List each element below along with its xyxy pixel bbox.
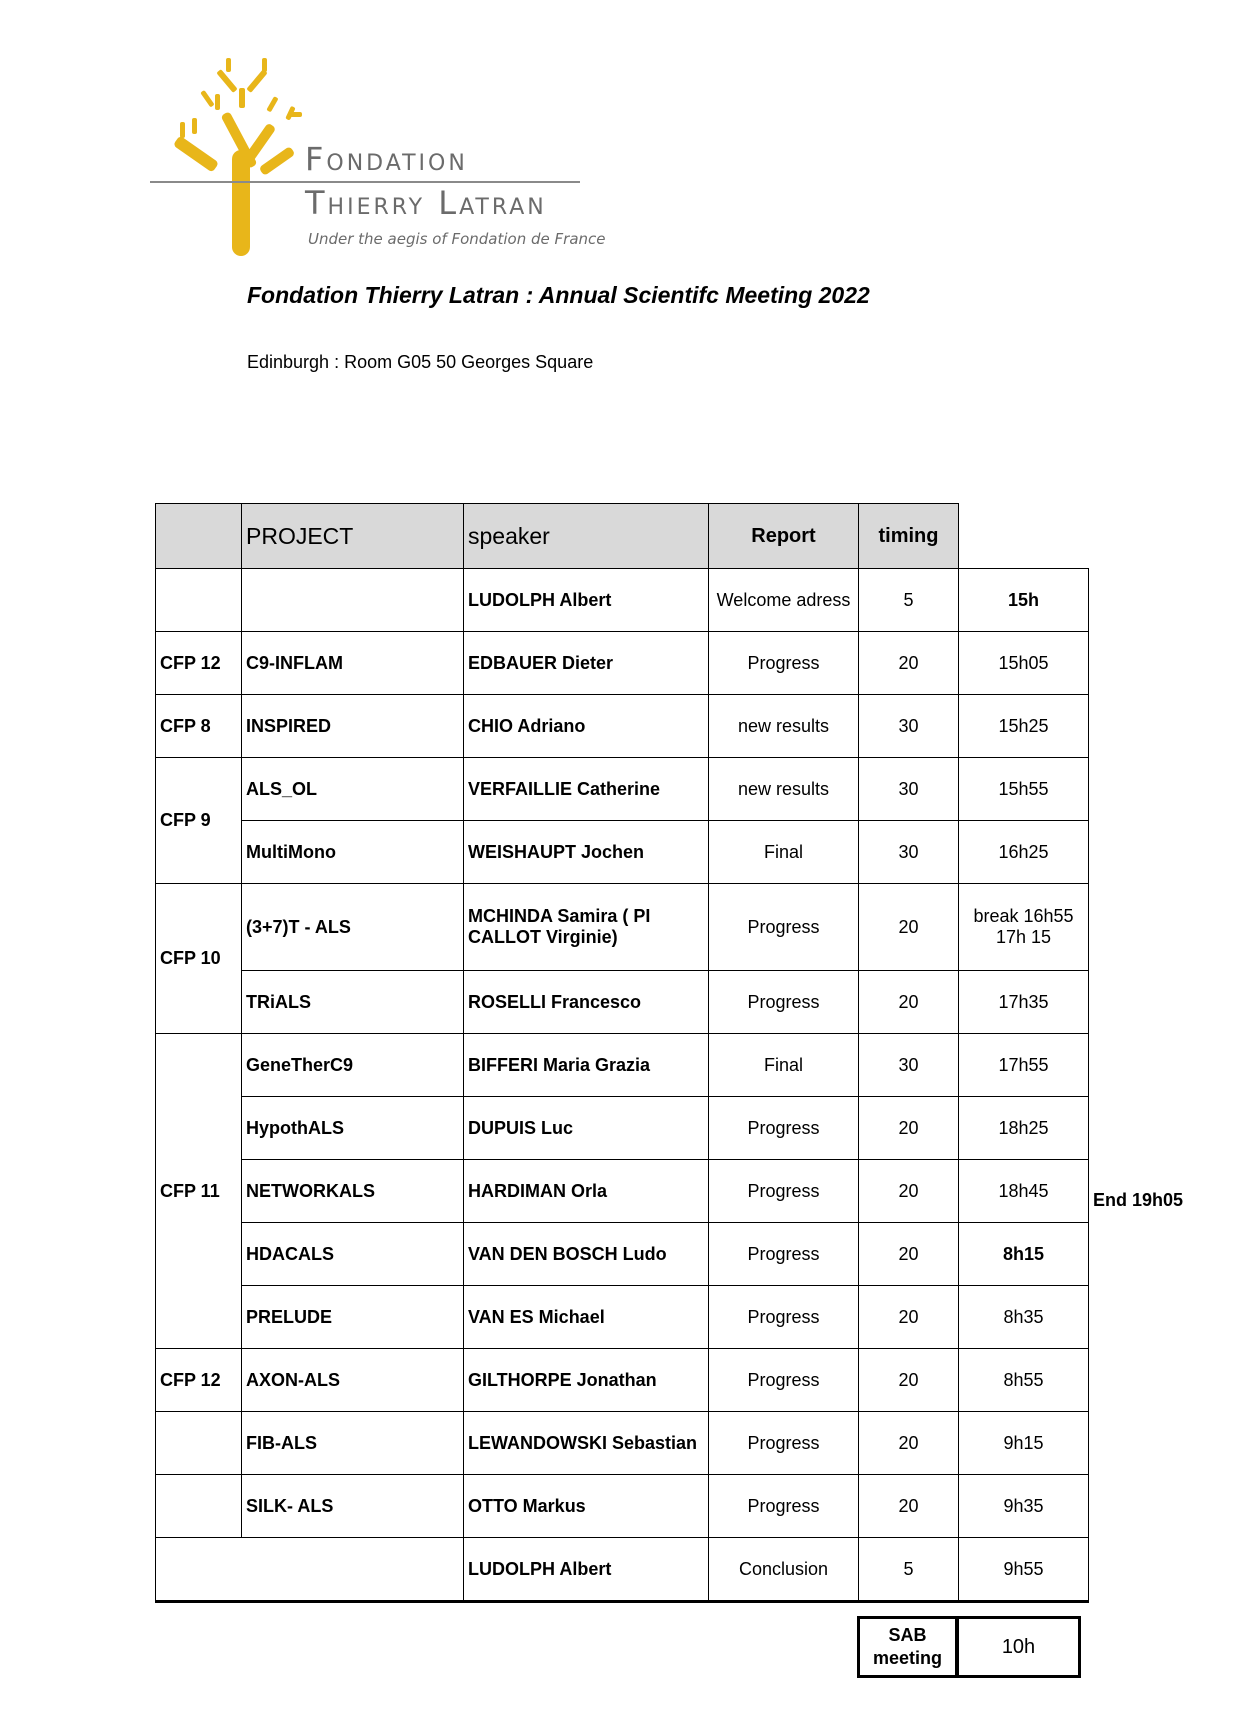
time-cell: 18h25	[959, 1097, 1089, 1160]
header-speaker: speaker	[464, 504, 709, 569]
timing-cell: 5	[859, 1538, 959, 1602]
speaker-cell: VAN ES Michael	[464, 1286, 709, 1349]
header-report: Report	[709, 504, 859, 569]
speaker-cell: DUPUIS Luc	[464, 1097, 709, 1160]
table-row	[156, 1286, 1089, 1349]
report-cell: new results	[709, 695, 859, 758]
timing-cell: 30	[859, 758, 959, 821]
table-row	[156, 1160, 1089, 1223]
report-cell: Progress	[709, 632, 859, 695]
time-cell: 9h35	[959, 1475, 1089, 1538]
table-row	[156, 1475, 1089, 1538]
timing-cell: 30	[859, 1034, 959, 1097]
timing-cell: 20	[859, 1160, 959, 1223]
project-cell: TRiALS	[242, 971, 464, 1034]
header-time-blank	[959, 504, 1089, 569]
project-cell: (3+7)T - ALS	[242, 884, 464, 971]
table-row	[156, 1538, 1089, 1602]
table-row	[156, 884, 1089, 971]
report-cell: Progress	[709, 1349, 859, 1412]
speaker-cell: EDBAUER Dieter	[464, 632, 709, 695]
cfp-cell: CFP 9	[156, 758, 242, 884]
timing-cell: 30	[859, 695, 959, 758]
time-cell: 15h	[959, 569, 1089, 632]
time-cell: 16h25	[959, 821, 1089, 884]
project-cell: NETWORKALS	[242, 1160, 464, 1223]
speaker-cell: GILTHORPE Jonathan	[464, 1349, 709, 1412]
project-cell: PRELUDE	[242, 1286, 464, 1349]
report-cell: Final	[709, 1034, 859, 1097]
report-cell: Progress	[709, 971, 859, 1034]
page-title: Fondation Thierry Latran : Annual Scientifc Meeting 2022	[247, 282, 870, 308]
timing-cell: 20	[859, 1223, 959, 1286]
time-cell: 9h55	[959, 1538, 1089, 1602]
report-cell: Progress	[709, 1286, 859, 1349]
logo-tagline: Under the aegis of Fondation de France	[308, 230, 606, 248]
cfp-cell	[156, 1475, 242, 1538]
report-cell: Progress	[709, 1412, 859, 1475]
report-cell: Welcome adress	[709, 569, 859, 632]
report-cell: Progress	[709, 1223, 859, 1286]
cfp-cell: CFP 11	[156, 1034, 242, 1349]
project-cell: ALS_OL	[242, 758, 464, 821]
cfp-cell	[156, 1538, 464, 1602]
timing-cell: 20	[859, 884, 959, 971]
report-cell: Conclusion	[709, 1538, 859, 1602]
speaker-cell: CHIO Adriano	[464, 695, 709, 758]
speaker-cell: BIFFERI Maria Grazia	[464, 1034, 709, 1097]
report-cell: Final	[709, 821, 859, 884]
project-cell: INSPIRED	[242, 695, 464, 758]
speaker-cell: LUDOLPH Albert	[464, 569, 709, 632]
timing-cell: 30	[859, 821, 959, 884]
end-time-note: End 19h05	[1093, 1190, 1184, 1210]
time-cell: 9h15	[959, 1412, 1089, 1475]
project-cell: MultiMono	[242, 821, 464, 884]
time-cell: 8h35	[959, 1286, 1089, 1349]
cfp-cell	[156, 569, 242, 632]
speaker-cell: OTTO Markus	[464, 1475, 709, 1538]
project-cell: HypothALS	[242, 1097, 464, 1160]
speaker-cell: VERFAILLIE Catherine	[464, 758, 709, 821]
table-row	[156, 1097, 1089, 1160]
speaker-cell: MCHINDA Samira ( PI CALLOT Virginie)	[464, 884, 709, 971]
time-cell: 8h15	[959, 1223, 1089, 1286]
speaker-cell: WEISHAUPT Jochen	[464, 821, 709, 884]
cfp-cell: CFP 10	[156, 884, 242, 1034]
table-row	[156, 1412, 1089, 1475]
table-row	[156, 971, 1089, 1034]
speaker-cell: LUDOLPH Albert	[464, 1538, 709, 1602]
speaker-cell: HARDIMAN Orla	[464, 1160, 709, 1223]
time-cell: 18h45	[959, 1160, 1089, 1223]
table-row	[156, 758, 1089, 821]
time-cell: 15h05	[959, 632, 1089, 695]
project-cell: AXON-ALS	[242, 1349, 464, 1412]
time-cell: 15h55	[959, 758, 1089, 821]
timing-cell: 20	[859, 971, 959, 1034]
timing-cell: 20	[859, 1097, 959, 1160]
table-row	[156, 632, 1089, 695]
timing-cell: 5	[859, 569, 959, 632]
project-cell: HDACALS	[242, 1223, 464, 1286]
table-row	[156, 1034, 1089, 1097]
project-cell	[242, 569, 464, 632]
project-cell: FIB-ALS	[242, 1412, 464, 1475]
cfp-cell: CFP 8	[156, 695, 242, 758]
table-row	[156, 569, 1089, 632]
sab-meeting-label: SAB meeting	[857, 1616, 958, 1678]
speaker-cell: ROSELLI Francesco	[464, 971, 709, 1034]
speaker-cell: LEWANDOWSKI Sebastian	[464, 1412, 709, 1475]
table-row	[156, 821, 1089, 884]
tree-logo-icon	[150, 50, 310, 260]
cfp-cell: CFP 12	[156, 1349, 242, 1412]
timing-cell: 20	[859, 632, 959, 695]
foundation-logo	[150, 50, 670, 260]
header-project: PROJECT	[242, 504, 464, 569]
project-cell: GeneTherC9	[242, 1034, 464, 1097]
table-row	[156, 1349, 1089, 1412]
cfp-cell: CFP 12	[156, 632, 242, 695]
agenda-table	[155, 503, 1089, 1603]
header-timing: timing	[859, 504, 959, 569]
timing-cell: 20	[859, 1475, 959, 1538]
cfp-cell	[156, 1412, 242, 1475]
sab-meeting-time: 10h	[956, 1616, 1081, 1678]
table-row	[156, 695, 1089, 758]
report-cell: Progress	[709, 1097, 859, 1160]
logo-line-1: Fondation	[305, 140, 468, 178]
venue-subtitle: Edinburgh : Room G05 50 Georges Square	[247, 352, 594, 372]
time-cell: 17h55	[959, 1034, 1089, 1097]
table-header-row	[156, 504, 1089, 569]
time-cell: 17h35	[959, 971, 1089, 1034]
report-cell: Progress	[709, 1475, 859, 1538]
project-cell: SILK- ALS	[242, 1475, 464, 1538]
report-cell: Progress	[709, 1160, 859, 1223]
table-row	[156, 1223, 1089, 1286]
timing-cell: 20	[859, 1349, 959, 1412]
report-cell: new results	[709, 758, 859, 821]
time-cell: break 16h55 17h 15	[959, 884, 1089, 971]
header-cfp	[156, 504, 242, 569]
speaker-cell: VAN DEN BOSCH Ludo	[464, 1223, 709, 1286]
logo-line-2: Thierry Latran	[305, 184, 547, 222]
timing-cell: 20	[859, 1286, 959, 1349]
time-cell: 15h25	[959, 695, 1089, 758]
timing-cell: 20	[859, 1412, 959, 1475]
time-cell: 8h55	[959, 1349, 1089, 1412]
project-cell: C9-INFLAM	[242, 632, 464, 695]
report-cell: Progress	[709, 884, 859, 971]
